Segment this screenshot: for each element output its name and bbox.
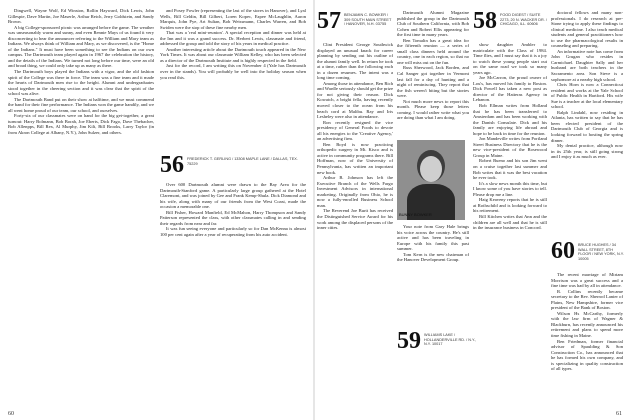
entry-number: 58 xyxy=(473,8,497,34)
paragraph: Jon Mandeville writes from Portland Street Business Directory that he is the new vice-president of the Rosewood Group in Maine. xyxy=(473,136,547,158)
right-column-4 xyxy=(551,10,623,234)
portrait-photo xyxy=(397,140,465,220)
entry-address: WILLIAMS LAKE / HOLLANDERVILLE RD. / N.Y., N.Y. 10017 xyxy=(424,333,477,347)
paragraph: Wilson Hs McCarthy, formerly with the law firm of Wagner & Blackburn, has recently announced his retirement and plans to spend more time fishing in Maine. xyxy=(551,310,623,339)
paragraph: The recent marriage of Miriam Morrison was a great success and a fine time was had by all in attendance. xyxy=(551,272,623,289)
paragraph: R. Collins recently became secretary to the Rev. Sherrod Lanier of Plains, New Hampshire, former vice president of the Bank of Boston. xyxy=(551,288,623,311)
paragraph: That was a 'real mini-reunion'. A special reception and dinner was held at the Inn and it was a grand success. Dr. Herbert Lewis, classmate and friend, addressed the group and told the story of his years in medical practice. xyxy=(160,30,306,47)
class-entry-58 xyxy=(473,10,547,32)
photo-caption: BUNNY BOWKER xyxy=(399,212,432,218)
paragraph: Dartmouth Alumni Magazine published the group in the Dartmouth Club of Southern California, with Bob Cohen and Robert Ellis appearing for the first time in many years. xyxy=(397,10,469,38)
left-column-2 xyxy=(160,8,306,150)
paragraph: Dingwell, Wayne Wolf, Ed Winston, Rollin Hayward, Dick Lewis, John Gillespie, Dave Martin, Joe Maserle, Arthur Reich, Jerry Goldstein, and Sandy Brown. xyxy=(8,8,154,25)
paragraph: Bob Ellman writes from Holland that he has been transferred to Amsterdam and has been working with the Danish Consulate. Dick and his family are enjoying life abroad and hope to be back in time for the reunion. xyxy=(473,103,547,136)
left-page xyxy=(0,0,313,420)
portrait-face xyxy=(420,156,442,182)
entry-number: 57 xyxy=(317,8,341,34)
right-column-2 xyxy=(397,10,469,136)
paragraph: Over 600 Dartmouth alumni were drawn to the Bay Area for the Dartmouth-Stanford game. A particularly large group gathered at the Hotel Claremont, and was joined by Gee and Frank Kemp-Shula. Dick Diamond and his wife, along with many of our friends from the West Coast, made the occasion a memorable one. xyxy=(160,182,306,210)
entry-address: FREDERICK T. GERLING / 13308 MAPLE LANE / DALLAS, TEX. 75229 xyxy=(187,157,298,166)
paragraph: The Dartmouth boys played the Indians with a vigor, and the old fashion spirit of the College was there in force. The team was a fine team and it made the hearts of Dartmouth men rise to the height. Alumni and undergraduates stood together in the cheering section and it was clear that the spirit of the school was alive. xyxy=(8,69,154,97)
paragraph: Joe McCarron, the proud owner of Lou's, has moved his family to Boston. Dick Powell has taken a new post as director of the Hatteras Agency in Lebanon. xyxy=(473,75,547,103)
left-column-1 xyxy=(8,8,154,412)
paragraph: Chris Horn is now a Connecticut resident and works at the Yale School of Public Health in Hartford. His wife Sue is a teacher at the local elementary school. xyxy=(551,82,623,110)
paragraph: Not much more news to report this month. Please keep those letters coming. I would rather write what you are doing than what I am doing. xyxy=(397,98,469,121)
entry-number: 56 xyxy=(160,152,184,178)
paragraph: show daughter Ambler to matriculate with the Class of 1984. Time flies, and I must say that it is a joy to watch these young people start out on the same road we took so many years ago. xyxy=(473,42,547,75)
right-column-3 xyxy=(473,42,547,404)
paragraph: Ben Friedman, former financial advisor of Spaulding & Son Construction Co., has announced that he has formed his own company, and is specializing in quality construction of all types. xyxy=(551,338,623,372)
paragraph: Your note from Gary Hale brings his voice across the country. He's still active and has been traveling in Europe with his family this past summer. xyxy=(397,224,469,252)
right-column-4-continued xyxy=(551,272,623,404)
paragraph: An informative note has come from John Grugan who resides in Carmichael. Daughter Sally and her husband are both teachers in the Sacramento area. Son Steve is a sophomore at a nearby high school. xyxy=(551,48,623,82)
entry-number: 59 xyxy=(397,328,421,354)
paragraph: Arthur B. Johnson has left the Executive Branch of the Wells Fargo Investment Advisors in international marketing. Originally from Ohio, he is now a fully-enrolled Business School man. xyxy=(317,175,393,208)
class-entry-60 xyxy=(551,240,625,262)
entry-address: FOOD DIGEST / SUITE 2273, 20 N. WACKER DR. / CHICAGO, ILL. 60606 xyxy=(500,13,547,27)
paragraph: The Reverend Joe Burtt has received the Distinguished Service Award for his work among the displaced persons of the inner cities. xyxy=(317,208,393,231)
paragraph: Clint President George Southwick displayed an unusual knack for career planning by sending out his outline of the alumni family well. In return he took at a time, rather than the following each in a dozen resumes. The intent was a long time coming. xyxy=(317,42,393,81)
paragraph: It's a slow news month this time, but I know some of you have stories to tell. Please drop me a line. xyxy=(473,180,547,197)
paragraph: My dental practice, although now in its 25th year, is still going strong and I enjoy it as much as ever. xyxy=(551,143,623,160)
paragraph: Among those in attendance, Ben Rich and Wardle seriously should get the prize for not giving their reason. Dick Kowatch, a bright fella, having recently moved closer to the ocean from his beach cord at Malibu. Ray and Iris Lesheley were also in attendance. xyxy=(317,80,393,120)
page-number-left: 60 xyxy=(8,411,14,417)
class-entry-59 xyxy=(397,330,477,352)
paragraph: Haig Keaveny reports that he is still at Rothschild and is looking forward to his retirement. xyxy=(473,197,547,214)
paragraph: Another interesting article about the Dartmouth touch appeared in the New York Times. It was about our classmate William Kelley, who has been selected as a director of the Dartmouth Institute and is highly respected in the field. xyxy=(160,46,306,63)
entry-address: BENJAMIN C. BOWKER / 309 SOUTH MAIN STREET / HANOVER, N.H. 03755 xyxy=(344,13,392,27)
paragraph: A big College-sponsored picnic was arranged before the game. The weather was unseasonably warm and sunny, and even Rennie Mays of us found it very disconcerting to hear the announcer referring to the William and Mary team as Indians. We always think of William and Mary, as we discovered, is the "Home of the Indians." It must have been something to see the Indians on our own campus. The Dartmouth team played again in 1967 the celebration the history, and the details of the Indians. We turned not long before our time, were an old and broad thing, we could only take up as many as there. xyxy=(8,24,154,69)
left-column-2-continued xyxy=(160,182,306,404)
paragraph: The Dartmouth Band put on their show at halftime, and we must commend the band for their fine performance. The Indians won the game handily, and we all went home proud of our team, our school, and ourselves. xyxy=(8,96,154,113)
paragraph: Ben Boyd is now practicing orthopedic surgery in Mt. Kisco and is active in community programs there. Bill Hoffman, now of the University of Pennsylvania, has written an important new book. xyxy=(317,141,393,175)
paragraph: Russ Sherwood, Jack Borden, and Cal Sanger got together in Vermont last fall for a day of hunting and a night of reminiscing. They report that the fish weren't biting but the stories were. xyxy=(397,65,469,99)
right-column-2-continued xyxy=(397,224,469,326)
right-column-1 xyxy=(317,42,393,404)
paragraph: and Posey Fowler (representing the last of the stores in Hanover), and Lyal Wells, Bill Geldin, Bill Gilbert, Loren Kopec, Ezpee McLaughlin, Aaron Marquis, John Pye, Art Sultan, Bob Weissmann, Charles Warren, and Bob Swiden were the stop of these fine nearby men. xyxy=(160,8,306,30)
paragraph: Tom Kern is the new chairman of the Hanover Development Group. xyxy=(397,251,469,263)
paragraph: Forty-six of our classmates were on hand for the big get-together, a great turnout: Harry Bolmann, Bob Borah, Joe Eberts, Dick Fago, Dave Thebacher, Bob Allenpps, Bill Rex, Al Murphy, Jim Kilt, Bill Brooks, Larry Taylor (in from Akron College at Albany, N.Y.), John Sulzer, and others. xyxy=(8,113,154,136)
class-entry-56 xyxy=(160,154,308,176)
paragraph: It was fun seeing everyone and particularly so for Dan McKenna is almost 100 per cent again after a year of recuperating from his auto accident. xyxy=(160,226,306,237)
paragraph: doctoral fellows and many non-professionals. I do research at pre-Stone trying to apply these findings to clinical medicine. I also teach medical students and general practitioners how to use the pharmacological results in counseling and preparing. xyxy=(551,10,623,49)
paragraph: Robert Bueno and his son Jim went on a cruise together last summer and Bob writes that it was the best vacation he ever took. xyxy=(473,158,547,181)
paragraph: Just for the record, I am writing this on November 4 (Yale has Dartmouth over in the stands). You will probably be well into the holiday season when you read this. xyxy=(160,63,306,80)
paragraph: Ralph Lindahl, now residing in Atlanta, has written to say that he has been elected president of the Dartmouth Club of Georgia and is looking forward to hosting the spring dinner. xyxy=(551,109,623,143)
page-number-right: 61 xyxy=(616,411,622,417)
paragraph: Bill Fisher, Howard Manfield, Ed McMahon, Harry Thompson and Sandy Patterson represented the class, with other classmates calling in and sending their regards from near and far. xyxy=(160,209,306,226)
entry-number: 60 xyxy=(551,238,575,264)
paragraph: Ron recently resigned the vice presidency of General Foods to devote all his energies to the 'Creative Agency,' an advertising firm. xyxy=(317,119,393,142)
paragraph: Bill Kitchen writes that Ann and the children are all well and that he is still in the insurance business in Concord. xyxy=(473,213,547,231)
paragraph: Ben Tomalin has a great idea for the fifteenth reunion — a series of small class dinners held around the country, one in each region, so that no one will miss out on the fun. xyxy=(397,37,469,65)
class-entry-57 xyxy=(317,10,393,32)
right-page xyxy=(315,0,628,420)
entry-address: BRUCE HUGHES / 34 WALL STREET, 8TH FLOOR / NEW YORK, N.Y. 10005 xyxy=(578,243,624,261)
